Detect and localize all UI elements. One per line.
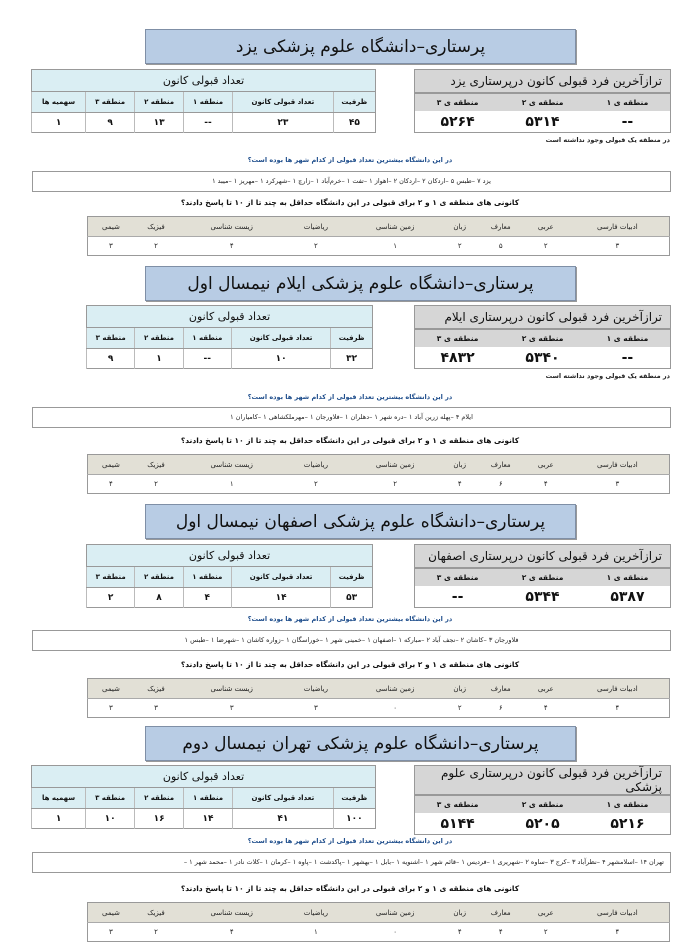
subject-header: زبان: [444, 903, 476, 923]
subject-header: شیمی: [88, 217, 134, 237]
score-table-title: ترازآخرین فرد قبولی کانون درپرستاری اصفهان: [415, 545, 671, 569]
subject-value: ۲: [134, 923, 178, 942]
count-table-title: تعداد قبولی کانون: [87, 545, 373, 567]
cities-list: ایلام ۴ –پهله زرین آباد ۱ –دره شهر ۱ –دهلران ۱ –فلاورجان ۱ –مهرملکشاهی ۱ –کامیاران ۱: [32, 407, 671, 428]
count-header: منطقه ۱: [183, 328, 231, 349]
subject-value: ۳: [285, 699, 346, 718]
count-value: ۱۴: [231, 588, 330, 608]
count-header: ظرفیت: [333, 788, 375, 809]
count-header: ظرفیت: [331, 567, 373, 588]
subject-header: زبان: [444, 679, 476, 699]
score-value: ۵۳۸۷: [585, 586, 671, 608]
score-value: ۵۲۶۴: [415, 111, 501, 133]
count-header: منطقه ۳: [86, 92, 135, 113]
subject-header: زبان: [444, 455, 476, 475]
subject-header: شیمی: [88, 455, 134, 475]
count-value: --: [184, 113, 233, 133]
subject-value: ۳: [88, 699, 134, 718]
score-value: ۵۲۰۵: [500, 813, 585, 835]
count-table: [86, 305, 373, 369]
subjects-table: [87, 678, 670, 718]
cities-question: در این دانشگاه بیشترین تعداد قبولی از کدام شهر ها بوده است؟: [247, 615, 453, 623]
cities-question: در این دانشگاه بیشترین تعداد قبولی از کدام شهر ها بوده است؟: [247, 837, 453, 845]
score-header: منطقه ی ۳: [415, 795, 501, 813]
subject-value: ۲: [526, 237, 566, 256]
score-table-title: ترازآخرین فرد قبولی کانون درپرستاری یزد: [415, 70, 671, 94]
count-value: --: [183, 349, 231, 369]
count-value: ۸: [135, 588, 183, 608]
subject-value: ۲: [285, 237, 346, 256]
subject-value: ۴: [88, 475, 134, 494]
count-table: [86, 544, 373, 608]
score-value: --: [415, 586, 501, 608]
count-value: ۲۳: [233, 113, 334, 133]
subjects-table: [87, 454, 670, 494]
count-header: منطقه ۳: [87, 328, 135, 349]
score-header: منطقه ی ۱: [585, 329, 671, 347]
subject-value: ۴: [476, 923, 526, 942]
count-value: ۱: [135, 349, 183, 369]
score-value: --: [585, 111, 671, 133]
count-value: ۲: [87, 588, 135, 608]
count-value: ۱۰: [86, 809, 135, 829]
subject-value: ۲: [134, 237, 178, 256]
subjects-question: کانونی های منطقه ی ۱ و ۲ برای قبولی در این دانشگاه حداقل به چند تا از ۱۰ تا پاسخ دادند؟: [180, 436, 520, 445]
subject-value: ۱: [346, 237, 443, 256]
count-table-title: تعداد قبولی کانون: [32, 766, 376, 788]
cities-list: یزد ۷ –طبس ۵ –اردکان ۲ –اردکان ۲ –اهواز ۱ –تفت ۱ –خرم‌آباد ۱ –زارچ ۱ –شهرکرد ۱ –مهریز ۱ –میبد ۱: [32, 171, 671, 192]
score-header: منطقه ی ۱: [585, 93, 671, 111]
subject-header: معارف: [476, 455, 526, 475]
note: در منطقه یک قبولی وجود نداشته است: [545, 372, 670, 380]
count-header: تعداد قبولی کانون: [233, 788, 334, 809]
cities-list: فلاورجان ۳ –کاشان ۲ –نجف آباد ۲ –مبارکه ۱ –اصفهان ۱ –خمینی شهر ۱ –خوراسگان ۱ –زواره کاشان ۱ –شهرضا ۱ –طبس ۱: [32, 630, 671, 651]
score-table: [414, 765, 671, 835]
subject-value: ۲: [285, 475, 346, 494]
score-header: منطقه ی ۳: [415, 568, 501, 586]
score-header: منطقه ی ۱: [585, 795, 671, 813]
score-header: منطقه ی ۲: [500, 795, 585, 813]
subject-value: ۳: [178, 699, 285, 718]
subject-header: ادبیات فارسی: [566, 455, 670, 475]
count-header: تعداد قبولی کانون: [233, 92, 334, 113]
count-header: تعداد قبولی کانون: [231, 567, 330, 588]
count-header: ظرفیت: [331, 328, 373, 349]
subject-value: ۳: [88, 237, 134, 256]
score-header: منطقه ی ۲: [500, 93, 585, 111]
subject-header: زمین شناسی: [346, 679, 443, 699]
subjects-question: کانونی های منطقه ی ۱ و ۲ برای قبولی در این دانشگاه حداقل به چند تا از ۱۰ تا پاسخ دادند؟: [180, 884, 520, 893]
subject-value: ۴: [444, 923, 476, 942]
score-value: ۴۸۳۲: [415, 347, 501, 369]
score-value: ۵۱۴۴: [415, 813, 501, 835]
count-value: ۱۶: [135, 809, 184, 829]
score-header: منطقه ی ۳: [415, 93, 501, 111]
subject-value: ۲: [444, 699, 476, 718]
section-title: پرستاری–دانشگاه علوم پزشکی ایلام نیمسال اول: [145, 266, 576, 301]
count-header: سهمیه ها: [32, 788, 86, 809]
subject-header: ادبیات فارسی: [566, 217, 670, 237]
subject-value: ۶: [476, 699, 526, 718]
subject-value: ۳: [134, 699, 178, 718]
subject-value: ۴: [178, 923, 285, 942]
subject-header: فیزیک: [134, 903, 178, 923]
subject-header: زیست شناسی: [178, 217, 285, 237]
subject-header: ریاضیات: [285, 903, 346, 923]
cities-list: تهران ۱۴ –اسلامشهر ۴ –نظرآباد ۳ –کرج ۳ –ساوه ۲ –شهریری ۱ –فردیس ۱ –قائم شهر ۱ –اشنویه ۱ –بابل ۱ –بهشهر ۱ –پاکدشت ۱ –پاوه ۱ –کرمان ۱ –کلات نادر ۱ –محمد شهر ۱ –: [32, 852, 671, 873]
score-header: منطقه ی ۱: [585, 568, 671, 586]
section-title: پرستاری–دانشگاه علوم پزشکی اصفهان نیمسال اول: [145, 504, 576, 539]
subject-header: زمین شناسی: [346, 217, 443, 237]
subject-header: ریاضیات: [285, 679, 346, 699]
subject-header: ریاضیات: [285, 217, 346, 237]
count-header: سهمیه ها: [32, 92, 86, 113]
subject-header: زیست شناسی: [178, 455, 285, 475]
count-header: منطقه ۳: [86, 788, 135, 809]
score-value: --: [585, 347, 671, 369]
score-table: [414, 544, 671, 608]
count-header: تعداد قبولی کانون: [231, 328, 330, 349]
subject-value: ۴: [444, 475, 476, 494]
score-value: ۵۳۱۴: [500, 111, 585, 133]
subject-header: معارف: [476, 217, 526, 237]
count-value: ۴: [183, 588, 231, 608]
subject-header: شیمی: [88, 903, 134, 923]
subject-value: ۳: [566, 237, 670, 256]
count-header: منطقه ۲: [135, 92, 184, 113]
note: در منطقه یک قبولی وجود نداشته است: [545, 136, 670, 144]
subjects-table: [87, 216, 670, 256]
count-header: ظرفیت: [333, 92, 375, 113]
score-table-title: ترازآخرین فرد قبولی کانون درپرستاری ایلام: [415, 306, 671, 330]
count-header: منطقه ۲: [135, 788, 184, 809]
section-yazd: [0, 0, 700, 262]
count-value: ۴۵: [333, 113, 375, 133]
count-value: ۴۱: [233, 809, 334, 829]
subject-value: ۰: [346, 699, 443, 718]
count-value: ۱۳: [135, 113, 184, 133]
count-value: ۱۰: [231, 349, 330, 369]
count-header: منطقه ۱: [184, 788, 233, 809]
subject-value: ۶: [476, 475, 526, 494]
score-value: ۵۲۱۶: [585, 813, 671, 835]
count-table-title: تعداد قبولی کانون: [32, 70, 376, 92]
subject-value: ۴: [566, 699, 670, 718]
subject-header: ریاضیات: [285, 455, 346, 475]
score-header: منطقه ی ۳: [415, 329, 501, 347]
subject-header: فیزیک: [134, 217, 178, 237]
subject-value: ۴: [526, 475, 566, 494]
count-table: [31, 69, 376, 133]
score-table-title: ترازآخرین فرد قبولی کانون درپرستاری علوم پزشکی: [415, 766, 671, 796]
subject-header: زمین شناسی: [346, 903, 443, 923]
subject-header: شیمی: [88, 679, 134, 699]
subject-header: زبان: [444, 217, 476, 237]
score-header: منطقه ی ۲: [500, 568, 585, 586]
subject-header: عربی: [526, 455, 566, 475]
subject-header: ادبیات فارسی: [566, 903, 670, 923]
score-table: [414, 305, 671, 369]
subject-header: معارف: [476, 679, 526, 699]
count-header: منطقه ۱: [184, 92, 233, 113]
subject-value: ۵: [476, 237, 526, 256]
subjects-question: کانونی های منطقه ی ۱ و ۲ برای قبولی در این دانشگاه حداقل به چند تا از ۱۰ تا پاسخ دادند؟: [180, 198, 520, 207]
cities-question: در این دانشگاه بیشترین تعداد قبولی از کدام شهر ها بوده است؟: [247, 393, 453, 401]
count-value: ۱۴: [184, 809, 233, 829]
subject-value: ۴: [526, 699, 566, 718]
count-table: [31, 765, 376, 829]
subject-header: فیزیک: [134, 455, 178, 475]
subject-value: ۲: [134, 475, 178, 494]
subject-header: زمین شناسی: [346, 455, 443, 475]
subjects-question: کانونی های منطقه ی ۱ و ۲ برای قبولی در این دانشگاه حداقل به چند تا از ۱۰ تا پاسخ دادند؟: [180, 660, 520, 669]
score-table: [414, 69, 671, 133]
count-value: ۵۳: [331, 588, 373, 608]
count-value: ۹: [86, 113, 135, 133]
subject-value: ۴: [566, 923, 670, 942]
subject-header: عربی: [526, 217, 566, 237]
subject-header: فیزیک: [134, 679, 178, 699]
subjects-table: [87, 902, 670, 942]
count-value: ۳۲: [331, 349, 373, 369]
subject-value: ۱: [285, 923, 346, 942]
subject-header: عربی: [526, 903, 566, 923]
subject-header: زیست شناسی: [178, 679, 285, 699]
score-value: ۵۳۴۴: [500, 586, 585, 608]
count-header: منطقه ۲: [135, 567, 183, 588]
score-value: ۵۳۴۰: [500, 347, 585, 369]
subject-value: ۲: [526, 923, 566, 942]
count-value: ۱: [32, 113, 86, 133]
score-header: منطقه ی ۲: [500, 329, 585, 347]
cities-question: در این دانشگاه بیشترین تعداد قبولی از کدام شهر ها بوده است؟: [247, 156, 453, 164]
section-title: پرستاری–دانشگاه علوم پزشکی تهران نیمسال دوم: [145, 726, 576, 761]
count-header: منطقه ۱: [183, 567, 231, 588]
count-value: ۱: [32, 809, 86, 829]
subject-value: ۴: [178, 237, 285, 256]
subject-value: ۳: [566, 475, 670, 494]
count-table-title: تعداد قبولی کانون: [87, 306, 373, 328]
subject-header: معارف: [476, 903, 526, 923]
subject-header: عربی: [526, 679, 566, 699]
subject-value: ۲: [346, 475, 443, 494]
subject-header: ادبیات فارسی: [566, 679, 670, 699]
subject-header: زیست شناسی: [178, 903, 285, 923]
count-value: ۱۰۰: [333, 809, 375, 829]
subject-value: ۱: [178, 475, 285, 494]
count-header: منطقه ۲: [135, 328, 183, 349]
count-value: ۹: [87, 349, 135, 369]
subject-value: ۳: [88, 923, 134, 942]
section-title: پرستاری–دانشگاه علوم پزشکی یزد: [145, 29, 576, 64]
count-header: منطقه ۳: [87, 567, 135, 588]
subject-value: ۲: [444, 237, 476, 256]
subject-value: ۰: [346, 923, 443, 942]
